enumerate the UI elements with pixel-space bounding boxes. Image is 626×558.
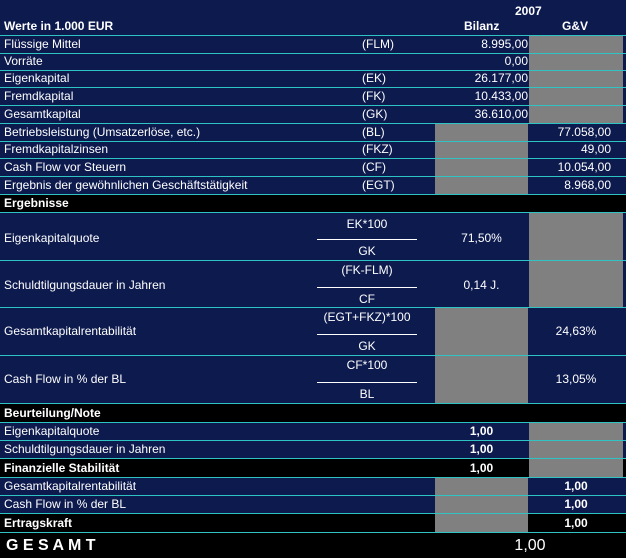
guv-rating: 1,00 bbox=[564, 479, 588, 493]
empty-cell bbox=[435, 496, 528, 513]
column-guv-header: G&V bbox=[562, 19, 589, 33]
empty-cell bbox=[435, 308, 528, 355]
ratio-label: Cash Flow in % der BL bbox=[4, 372, 127, 386]
table-row bbox=[0, 71, 626, 87]
table-row bbox=[0, 159, 626, 176]
bilanz-value[interactable]: 36.610,00 bbox=[474, 107, 528, 121]
row-abbr: (FKZ) bbox=[362, 142, 393, 156]
column-bilanz-header: Bilanz bbox=[464, 19, 500, 33]
subtotal-row bbox=[0, 514, 626, 532]
formula-denominator: CF bbox=[359, 292, 375, 306]
rating-label: Schuldtilgungsdauer in Jahren bbox=[4, 442, 166, 456]
subtotal-guv: 1,00 bbox=[564, 516, 588, 530]
bilanz-value[interactable]: 26.177,00 bbox=[474, 71, 528, 85]
empty-cell bbox=[529, 459, 623, 477]
rating-row bbox=[0, 423, 626, 440]
fraction-line bbox=[317, 239, 417, 240]
formula-numerator: (FK-FLM) bbox=[341, 263, 393, 277]
empty-cell bbox=[529, 213, 623, 260]
ratio-row bbox=[0, 356, 626, 403]
formula-denominator: BL bbox=[359, 387, 375, 401]
table-row bbox=[0, 142, 626, 158]
empty-cell bbox=[435, 514, 528, 532]
formula-numerator: (EGT+FKZ)*100 bbox=[323, 310, 411, 324]
empty-cell bbox=[435, 356, 528, 403]
empty-cell bbox=[435, 478, 528, 495]
empty-cell bbox=[529, 423, 623, 440]
fraction-line bbox=[317, 382, 417, 383]
row-label: Eigenkapital bbox=[4, 71, 70, 85]
empty-cell bbox=[435, 177, 528, 194]
rating-row bbox=[0, 441, 626, 458]
guv-value[interactable]: 8.968,00 bbox=[564, 178, 611, 192]
subtotal-row bbox=[0, 459, 626, 477]
empty-cell bbox=[529, 36, 623, 53]
empty-cell bbox=[435, 142, 528, 158]
ratio-row bbox=[0, 261, 626, 307]
table-row bbox=[0, 88, 626, 105]
empty-cell bbox=[529, 71, 623, 87]
table-row bbox=[0, 54, 626, 70]
bilanz-result: 0,14 J. bbox=[463, 278, 500, 292]
empty-cell bbox=[529, 441, 623, 458]
subtotal-bilanz: 1,00 bbox=[469, 461, 494, 475]
guv-value[interactable]: 77.058,00 bbox=[557, 125, 611, 139]
units-label: Werte in 1.000 EUR bbox=[4, 19, 114, 33]
section-title: Ergebnisse bbox=[4, 196, 69, 210]
row-abbr: (BL) bbox=[362, 125, 385, 139]
row-abbr: (FLM) bbox=[362, 37, 394, 51]
header-row bbox=[0, 0, 626, 35]
formula-numerator: CF*100 bbox=[346, 358, 388, 372]
guv-rating: 1,00 bbox=[564, 497, 588, 511]
row-label: Betriebsleistung (Umsatzerlöse, etc.) bbox=[4, 125, 201, 139]
formula-denominator: GK bbox=[358, 244, 376, 258]
bilanz-rating: 1,00 bbox=[469, 424, 494, 438]
empty-cell bbox=[529, 106, 623, 123]
table-row bbox=[0, 124, 626, 141]
guv-result: 24,63% bbox=[555, 324, 597, 338]
section-header bbox=[0, 195, 626, 212]
bilanz-value[interactable]: 8.995,00 bbox=[481, 37, 528, 51]
row-abbr: (EK) bbox=[362, 71, 386, 85]
row-label: Flüssige Mittel bbox=[4, 37, 81, 51]
table-row bbox=[0, 177, 626, 194]
section-title: Beurteilung/Note bbox=[4, 406, 101, 420]
empty-cell bbox=[529, 88, 623, 105]
total-row bbox=[0, 533, 626, 558]
row-label: Cash Flow vor Steuern bbox=[4, 160, 127, 174]
row-label: Fremdkapital bbox=[4, 89, 74, 103]
row-abbr: (FK) bbox=[362, 89, 386, 103]
row-abbr: (CF) bbox=[362, 160, 386, 174]
bilanz-rating: 1,00 bbox=[469, 442, 494, 456]
empty-cell bbox=[529, 261, 623, 307]
guv-value[interactable]: 49,00 bbox=[580, 142, 611, 156]
guv-result: 13,05% bbox=[555, 372, 597, 386]
fraction-line bbox=[317, 287, 417, 288]
section-header bbox=[0, 404, 626, 422]
row-label: Vorräte bbox=[4, 54, 43, 68]
bilanz-result: 71,50% bbox=[461, 231, 502, 245]
empty-cell bbox=[435, 124, 528, 141]
fraction-line bbox=[317, 334, 417, 335]
guv-value[interactable]: 10.054,00 bbox=[557, 160, 611, 174]
empty-cell bbox=[529, 54, 623, 70]
year-label: 2007 bbox=[515, 4, 542, 18]
table-row bbox=[0, 36, 626, 53]
table-row bbox=[0, 106, 626, 123]
total-label: G E S A M T bbox=[6, 537, 96, 554]
row-label: Gesamtkapital bbox=[4, 107, 81, 121]
bilanz-value[interactable]: 0,00 bbox=[504, 54, 528, 68]
rating-row bbox=[0, 478, 626, 495]
ratio-row bbox=[0, 308, 626, 355]
formula-numerator: EK*100 bbox=[346, 217, 388, 231]
ratio-label: Eigenkapitalquote bbox=[4, 231, 100, 245]
rating-label: Gesamtkapitalrentabilität bbox=[4, 479, 137, 493]
bilanz-value[interactable]: 10.433,00 bbox=[474, 89, 528, 103]
rating-label: Eigenkapitalquote bbox=[4, 424, 100, 438]
row-abbr: (GK) bbox=[362, 107, 388, 121]
formula-denominator: GK bbox=[358, 339, 376, 353]
subtotal-label: Finanzielle Stabilität bbox=[4, 461, 120, 475]
rating-row bbox=[0, 496, 626, 513]
total-value: 1,00 bbox=[514, 537, 546, 554]
ratio-label: Gesamtkapitalrentabilität bbox=[4, 324, 137, 338]
rating-label: Cash Flow in % der BL bbox=[4, 497, 127, 511]
ratio-row bbox=[0, 213, 626, 260]
ratio-label: Schuldtilgungsdauer in Jahren bbox=[4, 278, 166, 292]
subtotal-label: Ertragskraft bbox=[4, 516, 73, 530]
row-abbr: (EGT) bbox=[362, 178, 395, 192]
row-label: Fremdkapitalzinsen bbox=[4, 142, 109, 156]
row-label: Ergebnis der gewöhnlichen Geschäftstätigkeit bbox=[4, 178, 248, 192]
empty-cell bbox=[435, 159, 528, 176]
